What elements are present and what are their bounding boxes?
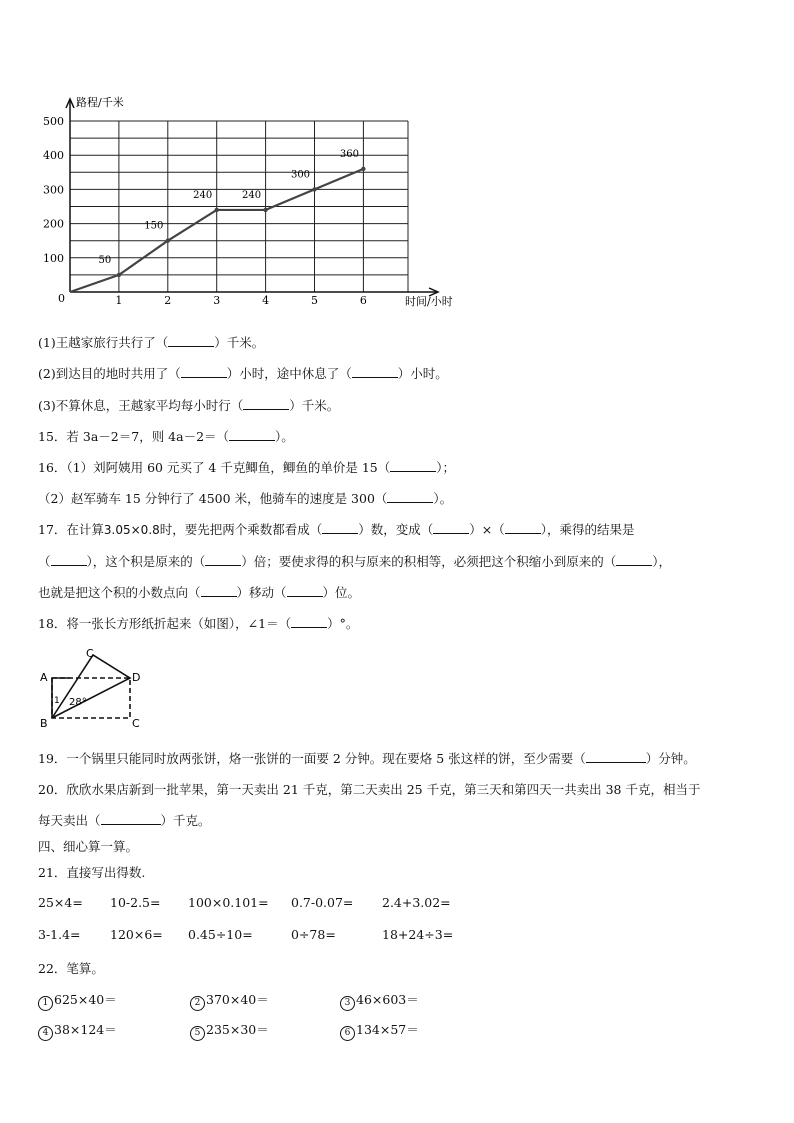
written-calc-item — [190, 1020, 269, 1041]
q17-text-c: ）数，变成（ — [358, 522, 434, 537]
q14-p1-text-a: (1)王越家旅行共行了（ — [38, 335, 169, 350]
section-heading: 四、细心算一算。 — [38, 839, 139, 854]
question-17-line1 — [38, 520, 635, 538]
data-point — [361, 167, 365, 171]
q14-part1 — [38, 333, 264, 351]
answer-blank[interactable] — [586, 762, 646, 763]
answer-blank[interactable] — [243, 409, 289, 410]
q18-text-a: 18．将一张长方形纸折起来（如图），∠1＝（ — [38, 616, 292, 631]
folded-rectangle-figure — [30, 645, 160, 730]
data-label: 240 — [193, 189, 213, 201]
item-number-badge: 2 — [190, 996, 205, 1011]
calc-item: 0.45÷10= — [188, 927, 253, 942]
data-label: 150 — [144, 220, 164, 232]
question-15 — [38, 427, 294, 445]
chart-series — [70, 167, 366, 292]
q17-text-g: ），这个积是原来的（ — [86, 554, 206, 569]
question-19 — [38, 749, 696, 767]
item-expression: 370×40＝ — [206, 992, 269, 1007]
q16-text-d: ）。 — [433, 491, 453, 506]
data-label: 300 — [290, 169, 311, 181]
written-calc-item — [340, 990, 419, 1011]
q14-p2-text-c: ）小时。 — [397, 366, 448, 381]
q16-text-b: ）； — [436, 460, 456, 475]
y-tick-label: 400 — [43, 149, 64, 163]
item-expression: 46×603＝ — [356, 992, 419, 1007]
calc-item: 3-1.4= — [38, 927, 81, 942]
answer-blank[interactable] — [322, 533, 358, 534]
x-tick-label: 6 — [359, 294, 367, 307]
angle-1-label: 1 — [54, 696, 60, 706]
data-label: 240 — [242, 189, 262, 201]
x-tick-label: 4 — [262, 294, 270, 307]
calc-item: 2.4+3.02= — [382, 895, 451, 910]
answer-blank[interactable] — [352, 377, 398, 378]
answer-blank[interactable] — [51, 565, 87, 566]
answer-blank[interactable] — [168, 346, 214, 347]
chart-grid — [70, 121, 408, 292]
x-tick-label: 5 — [311, 294, 318, 307]
item-number-badge: 6 — [340, 1026, 355, 1041]
answer-blank[interactable] — [101, 824, 161, 825]
calc-item: 100×0.101= — [188, 895, 269, 910]
q17-text-e: ），乘得的结果是 — [540, 522, 635, 537]
q15-text-b: ）。 — [275, 429, 294, 444]
written-calc-item — [190, 990, 269, 1011]
q17-text-k: ）移动（ — [236, 585, 287, 600]
question-18 — [38, 614, 358, 632]
item-number-badge: 1 — [38, 996, 53, 1011]
question-20-line2 — [38, 811, 211, 829]
q17-text-j: 也就是把这个积的小数点向（ — [38, 585, 201, 600]
question-16-line2 — [38, 489, 452, 507]
x-tick-label: 1 — [115, 294, 123, 307]
answer-blank[interactable] — [505, 533, 541, 534]
x-tick-label: 3 — [213, 294, 221, 307]
answer-blank[interactable] — [229, 440, 275, 441]
q19-text-b: ）分钟。 — [645, 751, 696, 766]
q14-part3 — [38, 396, 339, 414]
question-20-line1 — [38, 780, 700, 798]
q20-text-c: ）千克。 — [160, 813, 211, 828]
data-point — [263, 208, 267, 212]
item-number-badge: 4 — [38, 1026, 53, 1041]
q17-text-h: ）倍；要使求得的积与原来的积相等，必须把这个积缩小到原来的（ — [241, 554, 617, 569]
chart-ticks — [43, 115, 367, 307]
item-expression: 235×30＝ — [206, 1022, 269, 1037]
q17-expression: 3.05×0.8 — [103, 523, 160, 537]
label-C-top: C — [86, 647, 94, 660]
data-point — [166, 239, 170, 243]
q17-text-a: 17．在计算 — [38, 522, 104, 537]
written-calc-item — [38, 990, 117, 1011]
answer-blank[interactable] — [205, 565, 241, 566]
calc-item: 25×4= — [38, 895, 83, 910]
answer-blank[interactable] — [181, 377, 227, 378]
written-calc-item — [38, 1020, 117, 1041]
q17-text-l: ）位。 — [322, 585, 361, 600]
q14-p1-text-b: ）千米。 — [214, 335, 265, 350]
q14-p3-text-b: ）千米。 — [289, 398, 340, 413]
calc-item: 0.7-0.07= — [291, 895, 354, 910]
folded-triangle — [52, 655, 130, 718]
item-number-badge: 5 — [190, 1026, 205, 1041]
data-point — [312, 187, 316, 191]
label-C-bottom: C — [132, 717, 140, 730]
item-number-badge: 3 — [340, 996, 355, 1011]
label-B: B — [40, 717, 48, 730]
data-label: 360 — [339, 148, 359, 160]
q14-p3-text-a: (3)不算休息，王越家平均每小时行（ — [38, 398, 244, 413]
answer-blank[interactable] — [291, 627, 327, 628]
q16-text-c: （2）赵军骑车 15 分钟行了 4500 米，他骑车的速度是 300（ — [38, 491, 388, 506]
question-16-line1 — [38, 458, 455, 476]
origin-label: 0 — [58, 292, 65, 305]
calc-item: 18+24÷3= — [382, 927, 454, 942]
q17-text-i: ）， — [652, 554, 672, 569]
y-tick-label: 100 — [43, 251, 64, 265]
q17-text-f: （ — [38, 554, 51, 569]
x-tick-label: 2 — [164, 294, 172, 307]
answer-blank[interactable] — [390, 471, 436, 472]
label-A: A — [40, 671, 48, 684]
question-22-title: 22．笔算。 — [38, 961, 104, 976]
answer-blank[interactable] — [387, 502, 433, 503]
x-axis-label: 时间/小时 — [405, 295, 453, 308]
question-21-title: 21．直接写出得数. — [38, 865, 146, 880]
q17-text-d: ）×（ — [469, 522, 505, 537]
y-tick-label: 200 — [43, 217, 64, 231]
y-tick-label: 300 — [43, 183, 64, 197]
question-17-line3 — [38, 583, 360, 601]
data-label: 50 — [98, 254, 112, 266]
data-point — [215, 208, 219, 212]
answer-blank[interactable] — [287, 596, 323, 597]
question-17-line2 — [38, 552, 671, 570]
answer-blank[interactable] — [201, 596, 237, 597]
written-calc-item — [340, 1020, 419, 1041]
y-axis-label: 路程/千米 — [76, 96, 124, 109]
q20-text-a: 20．欣欣水果店新到一批苹果，第一天卖出 21 千克，第二天卖出 25 千克，第三天和第四天一共卖出 38 千克，相当于 — [38, 782, 701, 797]
q14-p2-text-b: ）小时，途中休息了（ — [226, 366, 352, 381]
calc-item: 10-2.5= — [110, 895, 161, 910]
calc-item: 0÷78= — [291, 927, 336, 942]
angle-28-label: 28° — [69, 697, 87, 708]
q14-p2-text-a: (2)到达目的地时共用了（ — [38, 366, 181, 381]
answer-blank[interactable] — [616, 565, 652, 566]
q20-text-b: 每天卖出（ — [38, 813, 101, 828]
q18-text-b: ）°。 — [327, 616, 359, 631]
q14-part2 — [38, 364, 448, 382]
q17-text-b: 时，要先把两个乘数都看成（ — [159, 522, 323, 537]
data-point — [117, 273, 121, 277]
q16-text-a: 16．（1）刘阿姨用 60 元买了 4 千克鲫鱼，鲫鱼的单价是 15（ — [38, 460, 391, 475]
y-tick-label: 500 — [43, 115, 64, 128]
distance-time-line-chart — [0, 0, 794, 320]
q15-text-a: 15．若 3a－2＝7，则 4a－2＝（ — [38, 429, 230, 444]
answer-blank[interactable] — [433, 533, 469, 534]
item-expression: 38×124＝ — [54, 1022, 117, 1037]
calc-item: 120×6= — [110, 927, 163, 942]
q19-text-a: 19．一个锅里只能同时放两张饼，烙一张饼的一面要 2 分钟。现在要烙 5 张这样的饼，至少需要（ — [38, 751, 586, 766]
item-expression: 134×57＝ — [356, 1022, 419, 1037]
item-expression: 625×40＝ — [54, 992, 117, 1007]
label-D: D — [132, 671, 141, 684]
